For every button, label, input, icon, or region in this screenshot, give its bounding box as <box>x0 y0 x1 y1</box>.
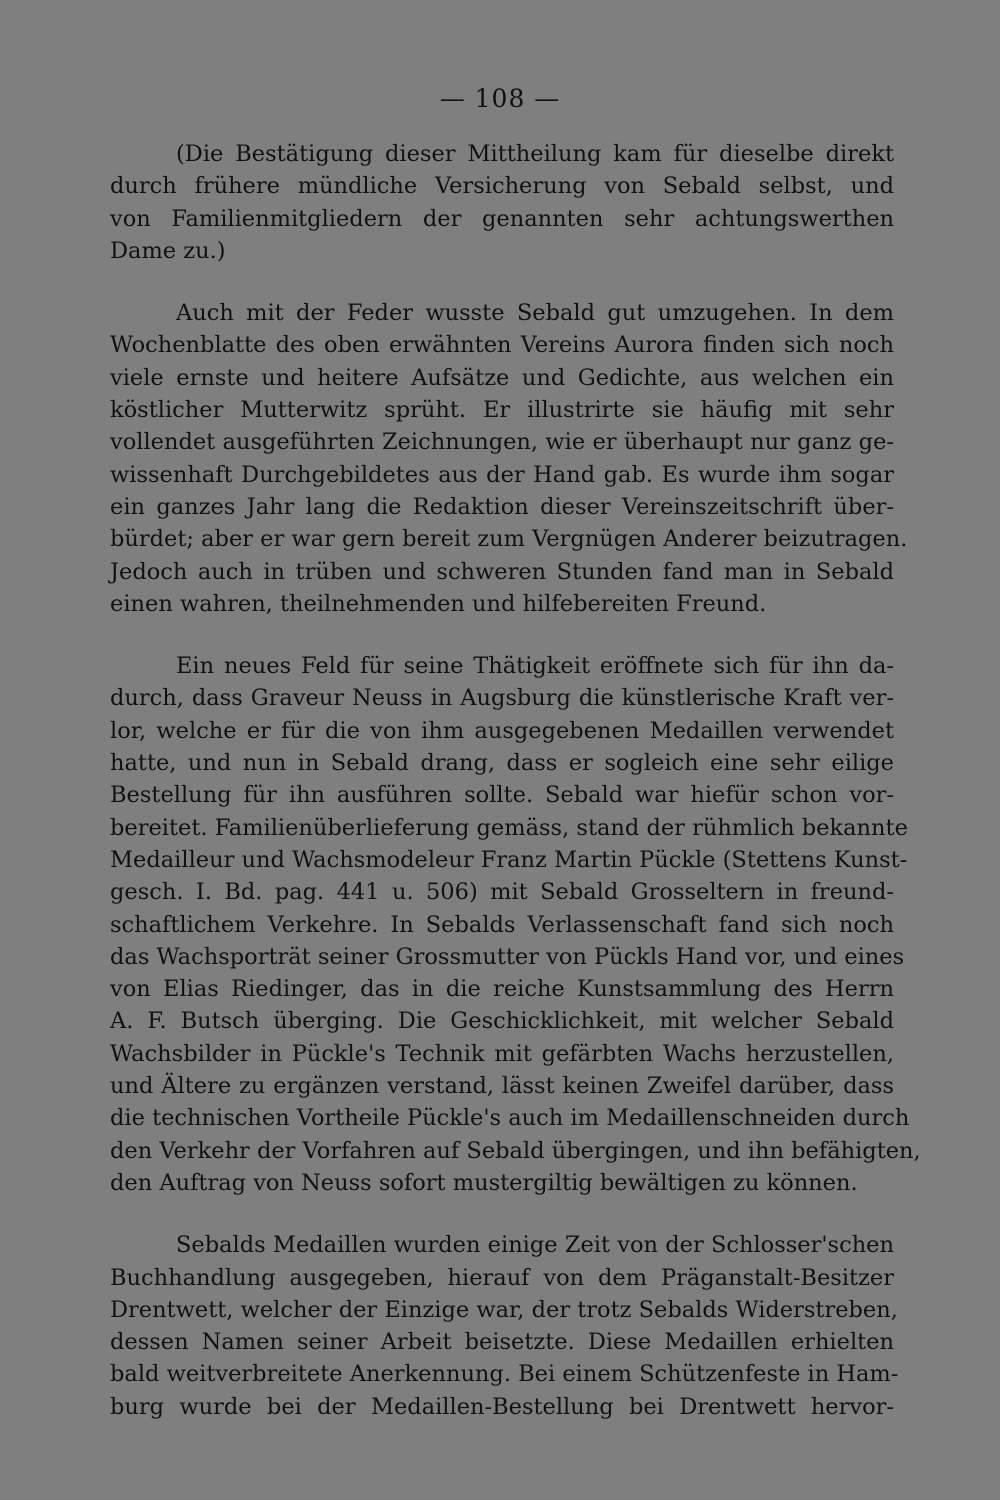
text-line: Drentwett, welcher der Einzige war, der trotz Sebalds Widerstreben, <box>110 1296 898 1323</box>
text-line: burg wurde bei der Medaillen-Bestellung bei Drentwett hervor- <box>110 1393 894 1420</box>
text-line: den Auftrag von Neuss sofort mustergiltig bewältigen zu können. <box>110 1169 858 1196</box>
text-line: dessen Namen seiner Arbeit beisetzte. Diese Medaillen erhielten <box>110 1329 894 1356</box>
text-line: schaftlichem Verkehre. In Sebalds Verlassenschaft fand sich noch <box>110 911 894 938</box>
text-line: ein ganzes Jahr lang die Redaktion dieser Vereinszeitschrift über- <box>110 493 894 520</box>
paragraph-1 <box>110 138 894 267</box>
text-line: Medailleur und Wachsmodeleur Franz Martin Pückle (Stettens Kunst- <box>110 846 908 873</box>
page-number: — 108 — <box>439 84 561 113</box>
text-line: das Wachsporträt seiner Grossmutter von Pückls Hand vor, und eines <box>110 943 905 970</box>
text-line: und Ältere zu ergänzen verstand, lässt keinen Zweifel darüber, dass <box>110 1073 894 1100</box>
text-line: bürdet; aber er war gern bereit zum Vergnügen Anderer beizutragen. <box>110 526 908 553</box>
text-line: Wachsbilder in Pückle's Technik mit gefärbten Wachs herzustellen, <box>110 1040 894 1067</box>
text-line: von Elias Riedinger, das in die reiche Kunstsammlung des Herrn <box>110 976 894 1003</box>
text-line: Wochenblatte des oben erwähnten Vereins Aurora finden sich noch <box>110 332 894 359</box>
text-line: hatte, und nun in Sebald drang, dass er sogleich eine sehr eilige <box>110 750 894 777</box>
text-line: (Die Bestätigung dieser Mittheilung kam für dieselbe direkt <box>176 141 894 167</box>
paragraph-3 <box>110 650 921 1199</box>
text-line: Sebalds Medaillen wurden einige Zeit von der Schlosser'schen <box>176 1232 894 1259</box>
paragraph-2 <box>110 297 908 620</box>
text-line: Dame zu.) <box>110 237 226 264</box>
text-line: vollendet ausgeführten Zeichnungen, wie er überhaupt nur ganz ge- <box>110 429 894 456</box>
text-line: köstlicher Mutterwitz sprüht. Er illustrirte sie häufig mit sehr <box>110 397 894 424</box>
text-line: bereitet. Familienüberlieferung gemäss, stand der rühmlich bekannte <box>110 814 908 841</box>
text-line: wissenhaft Durchgebildetes aus der Hand gab. Es wurde ihm sogar <box>110 461 894 488</box>
text-line: gesch. I. Bd. pag. 441 u. 506) mit Sebald Grosseltern in freund- <box>110 879 894 906</box>
text-line: Auch mit der Feder wusste Sebald gut umzugehen. In dem <box>176 300 894 327</box>
text-line: einen wahren, theilnehmenden und hilfebereiten Freund. <box>110 590 767 617</box>
paragraph-4 <box>110 1229 899 1423</box>
text-line: lor, welche er für die von ihm ausgegebenen Medaillen verwendet <box>110 717 894 744</box>
text-line: A. F. Butsch überging. Die Geschicklichkeit, mit welcher Sebald <box>110 1008 894 1035</box>
text-line: Buchhandlung ausgegeben, hierauf von dem Präganstalt-Besitzer <box>110 1264 894 1291</box>
text-line: Ein neues Feld für seine Thätigkeit eröffnete sich für ihn da- <box>176 653 894 680</box>
text-line: den Verkehr der Vorfahren auf Sebald übergingen, und ihn befähigten, <box>110 1137 921 1164</box>
text-line: durch, dass Graveur Neuss in Augsburg die künstlerische Kraft ver- <box>110 685 894 712</box>
text-line: Bestellung für ihn ausführen sollte. Sebald war hiefür schon vor- <box>110 782 894 809</box>
text-line: durch frühere mündliche Versicherung von Sebald selbst, und <box>110 173 894 200</box>
text-line: bald weitverbreitete Anerkennung. Bei einem Schützenfeste in Ham- <box>110 1361 899 1388</box>
text-line: von Familienmitgliedern der genannten sehr achtungswerthen <box>110 205 894 232</box>
text-line: viele ernste und heitere Aufsätze und Gedichte, aus welchen ein <box>110 364 894 391</box>
body-text <box>110 138 921 1453</box>
text-line: Jedoch auch in trüben und schweren Stunden fand man in Sebald <box>110 558 894 585</box>
text-line: die technischen Vortheile Pückle's auch im Medaillenschneiden durch <box>110 1105 910 1132</box>
